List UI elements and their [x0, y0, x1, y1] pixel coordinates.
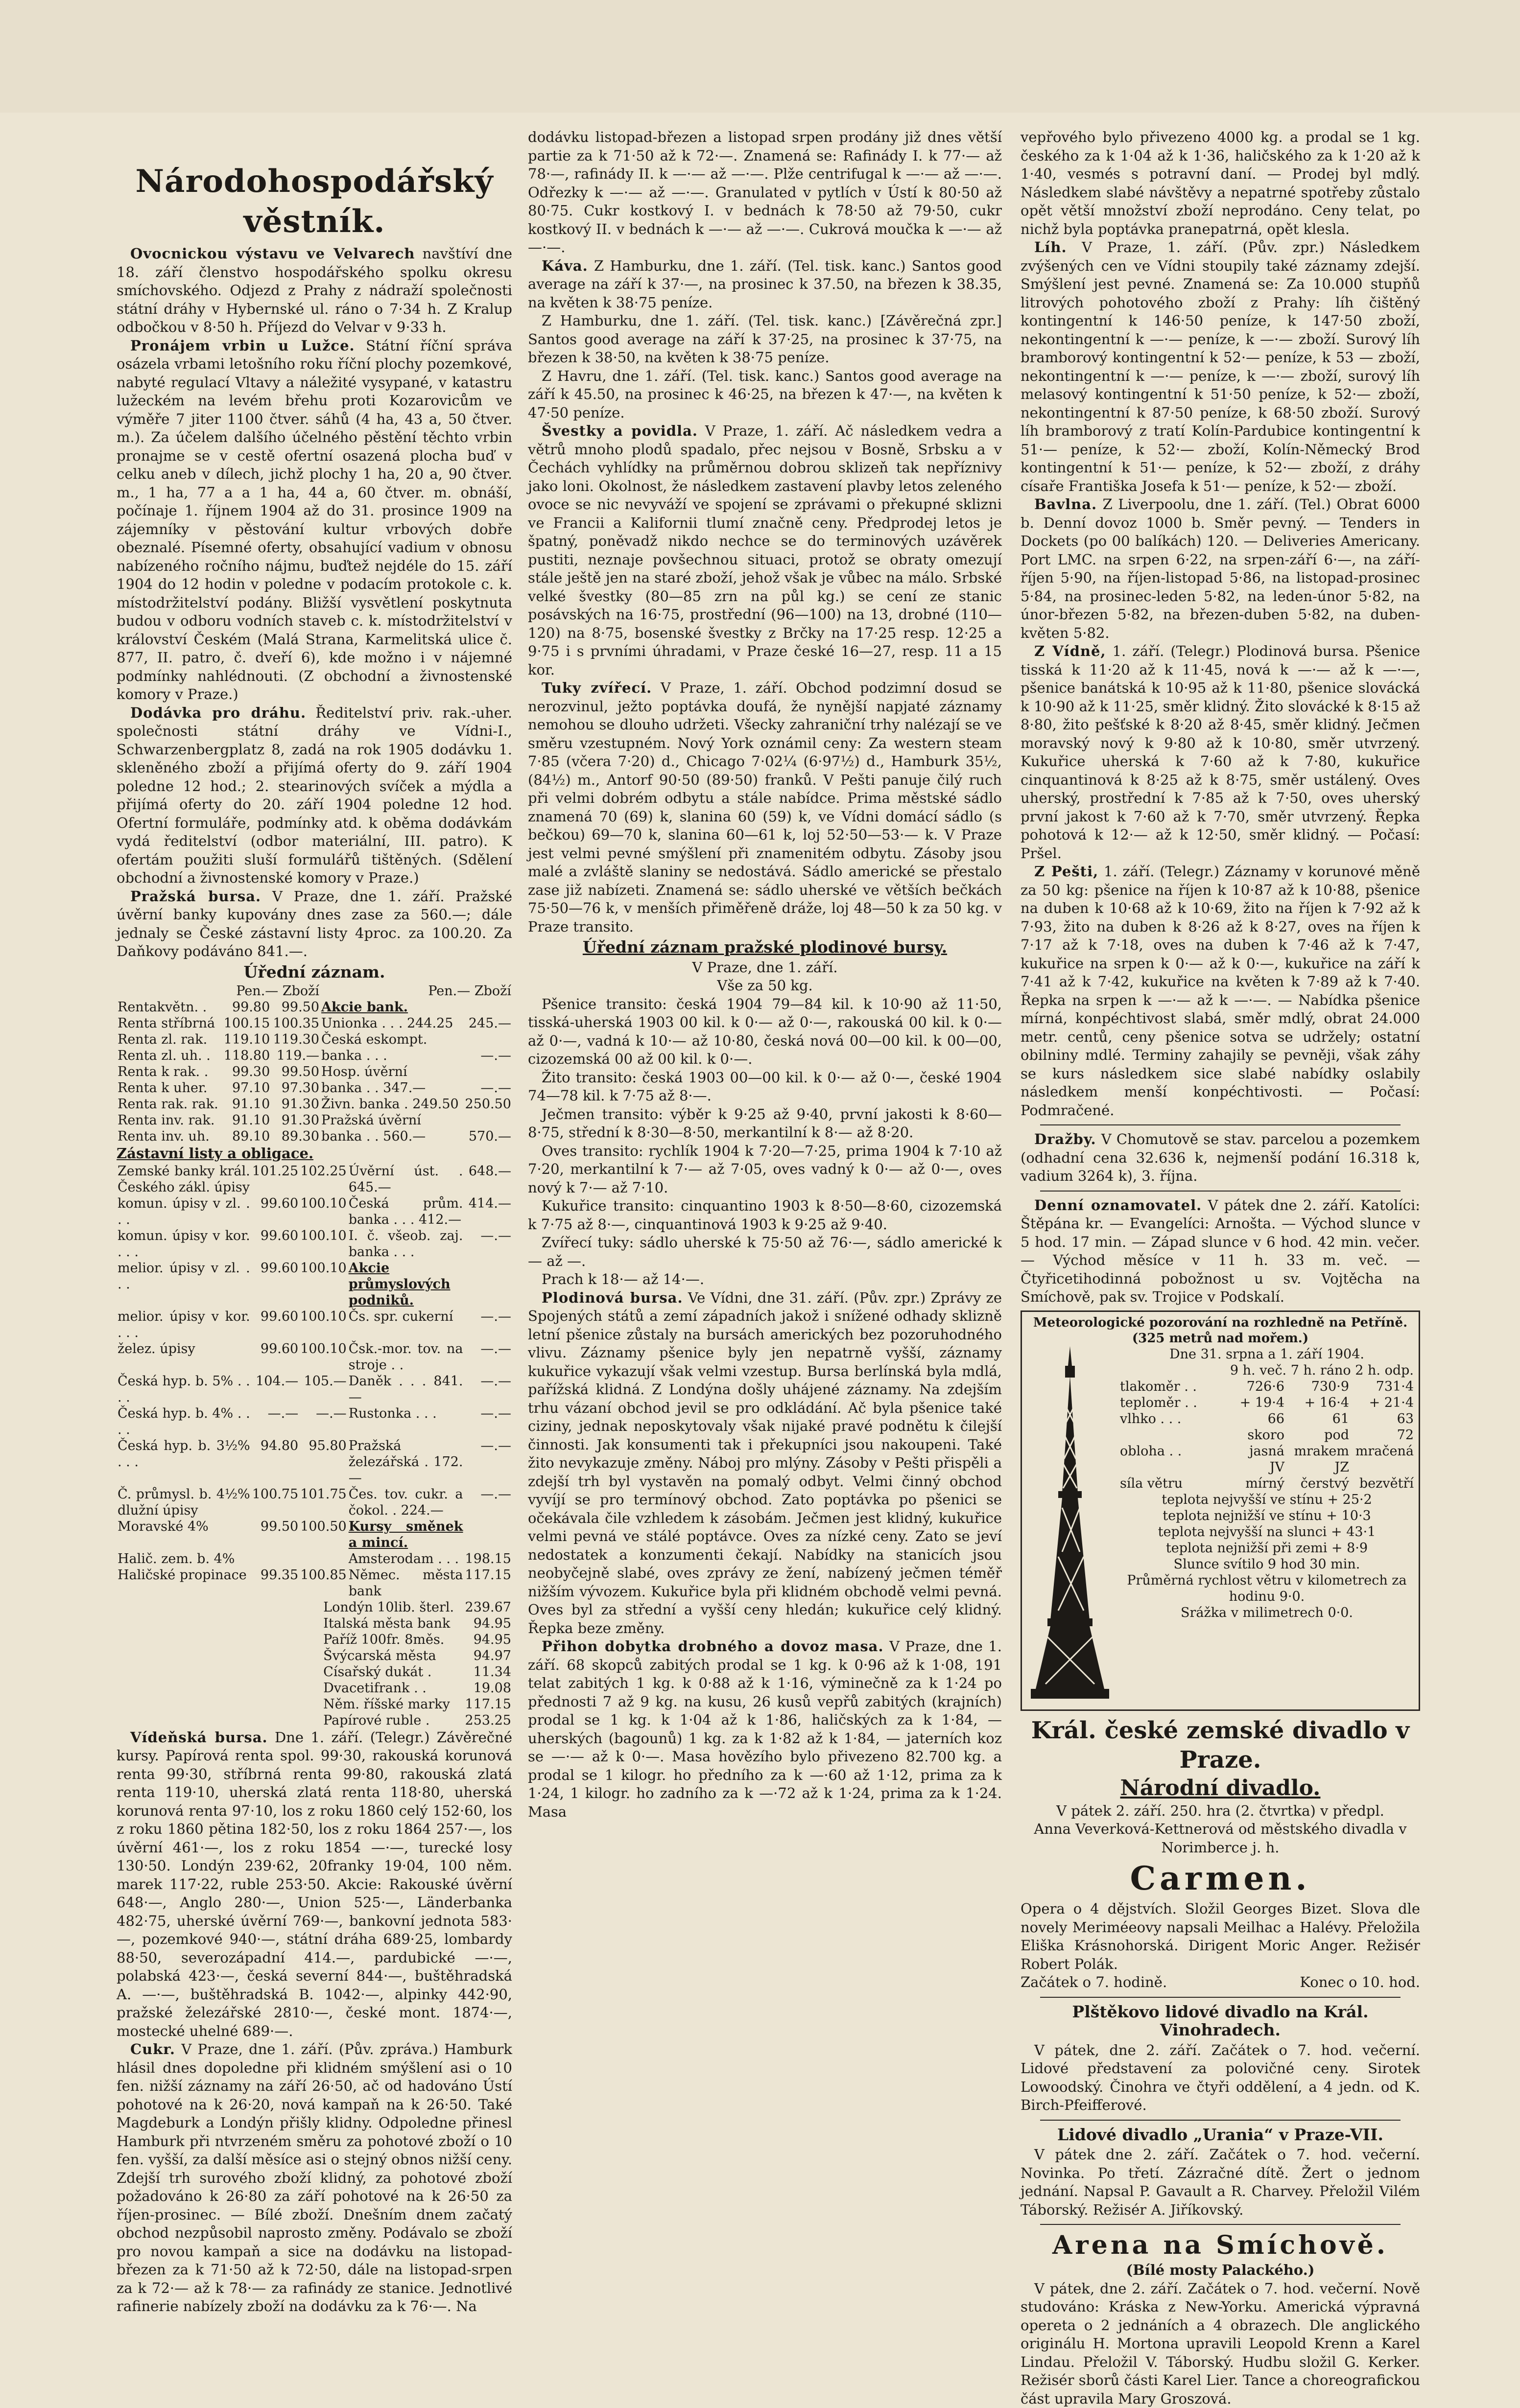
stock-name: Česká eskompt. — [320, 1031, 463, 1048]
stock-name: Čes. tov. cukr. a čokol. . 224.— — [348, 1486, 464, 1519]
stock-value: —.— — [463, 1048, 512, 1064]
currency-value: 19.08 — [462, 1680, 512, 1696]
rate-goods: 89.30 — [271, 1128, 320, 1145]
rate-money: 89.10 — [222, 1128, 271, 1145]
stock-value: 648.— — [464, 1163, 512, 1195]
stock-value — [463, 1064, 512, 1080]
rate-money: 91.10 — [222, 1112, 271, 1128]
table-row — [117, 1195, 512, 1228]
column-2 — [528, 128, 1002, 2165]
article-prihon: Přihon dobytka drobného a dovoz masa. V Praze, dne 1. září. 68 skopců zabitých prodal se 1 kg. k 0·96 až k 1·08, 191 telat zabitých 1 kg. k 0·88 až k 1·16, výminečně za k 1·24 po přednosti 7 až 9 kg. na kusu, 26 kusů vepřů zabitých (krajních) prodal se 1 kg. k 1·04 až k 1·86, haličských za k 1·84, — uherských (bagounů) 1 kg. za k 1·82 až k 1·84, — jaterních koz se —·— až k 0·—. Masa hovězího bylo přivezeno 82.700 kg. a prodal se 1 kilogr. ho předního za k —·60 až 1·12, prima za k 1·24, 1 kilogr. ho zadního za k —·72 až k 1·24, prima za k 1·24. Masa — [528, 1637, 1002, 1821]
rate-name: Renta inv. rak. — [117, 1112, 222, 1128]
table-row — [117, 1096, 512, 1112]
currency-name: Císařský dukát . — [322, 1664, 461, 1680]
article-plodinova-bursa: Plodinová bursa. Ve Vídni, dne 31. září. (Pův. zpr.) Zprávy ze Spojených států a zemí západních jakož i snížené odhady sklizně letní pšenice zůstaly na bursách amerických bez pozoruhodného vlivu. Záznamy pšenice byly jen nepatrně vyšší, záznamy kukuřice vykazují však velmi vzestup. Bursa berlínská byla mdlá, pařížská klidná. Z Londýna došly uhájené záznamy. Na zdejším trhu vázaní obchod jevil se pro odkládání. Ač byla pšenice také ciziny, jednak neposkytovaly však nijaké pravé podnětu k čilejší činnosti. Jak konsumenti tak i překupníci jsou nakoupeni. Také žito nevykazuje změny. Náboj pro mlýny. Zásoby v Pešti přispěli a zdejší trh byl vystavěn na pomalý odbyt. Velmi činný obchod vyvíjí se pro termínový obchod. Zato poptávka po pšenici se očekávala čile vzhledem k zásobám. Ječmen jest klidný, kukuřice velmi pevná ve stálé poptávce. Oves za nízké ceny. Zato se jeví nedostatek a konzumenti čekají. Nabídky na stanicích jsou neobyčejně slabé, oves zprávy ze žení, nabízený ječmen téměř nižším vývozem. Kukuřice byla při klidném obchodě velmi pevná. Oves byl za střední a vyšší ceny hledán; kukuřice celý klidný. Řepka beze změny. — [528, 1289, 1002, 1638]
weather-val-1: + 19·4 — [1220, 1395, 1284, 1411]
bond-name: melior. úpisy v kor. . . . — [117, 1309, 251, 1341]
theatre-title: Král. české zemské divadlo v Praze. — [1021, 1716, 1420, 1775]
vinohrady-text: V pátek, dne 2. září. Začátek o 7. hod. večerní. Lidové představení za polovičné ceny. Sirotek Lowoodský. Činohra ve čtyři oddělení, a 4 jedn. od K. Birch-Pfeifferové. — [1021, 2041, 1420, 2115]
weather-val-2: 61 — [1284, 1411, 1349, 1427]
theatre-times — [1021, 1973, 1420, 1992]
rate-name: Renta k uher. — [117, 1080, 222, 1096]
weather-val-2: pod — [1284, 1427, 1349, 1443]
table-row — [117, 1664, 512, 1680]
stock-value: 198.15 — [464, 1551, 512, 1567]
bond-money: 99.60 — [251, 1260, 299, 1309]
bond-name: Česká hyp. b. 4% . . . . — [117, 1405, 251, 1438]
weather-key — [1120, 1459, 1220, 1475]
bond-money: 99.35 — [251, 1567, 299, 1599]
zaznam-zito: Žito transito: česká 1903 00—00 kil. k 0·— až 0·—, české 1904 74—78 kil. k 7·75 až 8·—. — [528, 1069, 1002, 1105]
weather-val-3 — [1349, 1459, 1414, 1475]
rate-goods: 100.35 — [271, 1015, 320, 1031]
bond-name: Halič. zem. b. 4% — [117, 1551, 251, 1567]
bond-goods: 100.10 — [299, 1309, 347, 1341]
stock-name: I. č. všeob. zaj. banka . . . — [348, 1228, 464, 1260]
bond-goods: 100.10 — [299, 1341, 347, 1373]
stock-value: —.— — [464, 1309, 512, 1341]
bond-money: 94.80 — [251, 1438, 299, 1486]
article-maso-cont: vepřového bylo přivezeno 4000 kg. a prodal se 1 kg. českého za k 1·04 až k 1·36, haličského za k 1·20 až k 1·40, vesmés s potravní daní. — Prodej byl mdlý. Následkem slabé návštěvy a nepatrné spotřeby zůstalo opět větší množství zboží neprodáno. Ceny telat, po nichž byla poptávka pranepatrná, opět klesla. — [1021, 128, 1420, 238]
currency-value: 94.95 — [462, 1615, 512, 1632]
currency-value: 94.97 — [462, 1648, 512, 1664]
bond-goods: 101.75 — [299, 1486, 347, 1519]
rate-goods: 91.30 — [271, 1096, 320, 1112]
article-kava-2: Z Hamburku, dne 1. září. (Tel. tisk. kanc.) [Závěrečná zpr.] Santos good average na září k 37·25, na prosinec k 37·75, na březen k 38·50, na květen k 38·75 peníze. — [528, 312, 1002, 367]
petrin-tower-icon — [1031, 1346, 1109, 1699]
stock-name: Rustonka . . . — [348, 1405, 464, 1438]
zaznam-prach: Prach k 18·— až 14·—. — [528, 1270, 1002, 1289]
rate-name: Renta zl. rak. — [117, 1031, 222, 1048]
weather-val-3: + 21·4 — [1349, 1395, 1414, 1411]
bond-money: —.— — [251, 1405, 299, 1438]
rate-money: 99.30 — [222, 1064, 271, 1080]
weather-key: obloha . . — [1120, 1443, 1220, 1459]
uredni-zaznam-title: Úřední záznam pražské plodinové bursy. — [528, 938, 1002, 957]
weather-title: Meteorologické pozorování na rozhledně na Petříně. — [1027, 1315, 1414, 1331]
table-row — [117, 1680, 512, 1696]
bond-name: Česká hyp. b. 3½% . . . — [117, 1438, 251, 1486]
stock-name: Daněk . . . 841.— — [348, 1373, 464, 1405]
bond-goods: 100.10 — [299, 1228, 347, 1260]
article-kava: Káva. Z Hamburku, dne 1. září. (Tel. tisk. kanc.) Santos good average na září k 37·—, na prosinec k 37.50, na březen k 38.35, na květen k 38·75 peníze. — [528, 257, 1002, 312]
bond-goods: 100.50 — [299, 1519, 347, 1551]
article-bavlna: Bavlna. Z Liverpoolu, dne 1. září. (Tel.) Obrat 6000 b. Denní dovoz 1000 b. Směr pevný. — Tenders in Dockets (po 00 balíkách) 120. — Deliveries Americany. Port LMC. na srpen 6·22, na srpen-září 6·—, na září-říjen 5·90, na říjen-listopad 5·86, na listopad-prosinec 5·84, na prosinec-leden 5·82, na leden-únor 5·82, na únor-březen 5·82, na březen-duben 5·82, na duben-květen 5·82. — [1021, 495, 1420, 642]
stock-value: —.— — [464, 1228, 512, 1260]
weather-val-3: bezvětří — [1349, 1475, 1414, 1492]
article-vrbiny: Pronájem vrbin u Lužce. Státní říční správa osázela vrbami letošního roku říční plochy pozemkové, nabyté regulací Vltavy a náležité vysypané, v katastru lužeckém na levém břehu proti Kozarovicům ve výměře 7 jiter 1100 čtver. sáhů (4 ha, 43 a, 50 čtver. m.). Za účelem dalšího účelného pěstění těchto vrbin pronajme se v cestě ofertní osazená plocha buď v celku aneb v dílech, jichž plochy 1 ha, 20 a, 90 čtver. m., 1 ha, 77 a a 1 ha, 44 a, 60 čtver. m. obnáší, počínaje 1. říjnem 1904 až do 31. prosince 1909 na zájemníky v pěstování kultur vrbových dobře obeznalé. Písemné oferty, obsahující vadium v obnosu nabízeného ročního nájmu, buďtež nejdéle do 15. září 1904 do 12 hodin v poledne v podacím protokole c. k. místodržitelství podány. Bližší vysvětlení poskytnuta budou v odboru vodních staveb c. k. místodržitelství v království Českém (Malá Strana, Karmelitská ulice č. 877, II. patro, č. dveří 6), kde možno i v nájemné podmínky nahlédnouti. (Z obchodní a živnostenské komory v Praze.) — [117, 337, 512, 704]
bond-name: Zemské banky král. Českého zákl. úpisy — [117, 1163, 251, 1195]
rate-goods: 97.30 — [271, 1080, 320, 1096]
weather-note: teplota nejvyšší na slunci + 43·1 — [1120, 1524, 1414, 1540]
rate-money: 97.10 — [222, 1080, 271, 1096]
weather-row — [1120, 1459, 1414, 1475]
table-row — [117, 1260, 512, 1309]
rate-name: Renta rak. rak. — [117, 1096, 222, 1112]
weather-val-1: 726·6 — [1220, 1379, 1284, 1395]
stock-name: Němec. města bank — [348, 1567, 464, 1599]
currency-name: Londýn 10lib. šterl. — [322, 1599, 461, 1615]
stock-name: Pražská úvěrní — [320, 1112, 463, 1128]
bond-money: 99.60 — [251, 1195, 299, 1228]
urania-text: V pátek dne 2. září. Začátek o 7. hod. večerní. Novinka. Po třetí. Zázračné dítě. Žert o jednom jednání. Napsal P. Gavault a R. Charvey. Přeložil Vilém Táborský. Režisér A. Jiříkovský. — [1021, 2146, 1420, 2219]
stock-value — [464, 1260, 512, 1309]
stock-value: —.— — [464, 1438, 512, 1486]
stock-value: 250.50 — [463, 1096, 512, 1112]
rate-money: 119.10 — [222, 1031, 271, 1048]
stock-value: —.— — [464, 1341, 512, 1373]
stock-name: Česká prům. banka . . . 412.— — [348, 1195, 464, 1228]
bond-name: Moravské 4% — [117, 1519, 251, 1551]
rate-money: 118.80 — [222, 1048, 271, 1064]
uredni-zaznam-date: V Praze, dne 1. září. — [528, 959, 1002, 977]
weather-key: vlhko . . . — [1120, 1411, 1220, 1427]
weather-note: Průměrná rychlost větru v kilometrech za hodinu 9·0. — [1120, 1572, 1414, 1605]
table-title: Úřední záznam. — [117, 963, 512, 982]
table-row — [117, 1228, 512, 1260]
divider — [1040, 2120, 1401, 2121]
weather-val-3: mračená — [1349, 1443, 1414, 1459]
bond-money: 101.25 — [251, 1163, 299, 1195]
weather-note: Srážka v milimetrech 0·0. — [1120, 1605, 1414, 1621]
bond-money: 104.— — [251, 1373, 299, 1405]
weather-val-2: + 16·4 — [1284, 1395, 1349, 1411]
divider — [1040, 2224, 1401, 2225]
urania-title: Lidové divadlo „Urania“ v Praze-VII. — [1021, 2126, 1420, 2144]
rate-goods: 99.50 — [271, 999, 320, 1015]
bond-money: 100.75 — [251, 1486, 299, 1519]
table-row — [117, 1632, 512, 1648]
rate-goods: 99.50 — [271, 1064, 320, 1080]
table-row — [117, 1373, 512, 1405]
zaznam-psenice: Pšenice transito: česká 1904 79—84 kil. k 10·90 až 11·50, tisská-uherská 1903 00 kil. k 0·— až 0·—, rakouská 00 kil. k 0·— až 0·—, vadná k 10·— až 10·80, česká nová 00—00 kil. k 00—00, cizozemská 00 až 00 kil. k 0·—. — [528, 995, 1002, 1069]
stock-value: —.— — [464, 1405, 512, 1438]
stock-value — [464, 1519, 512, 1551]
currency-value: 117.15 — [462, 1696, 512, 1712]
end-time: Konec o 10. hod. — [1300, 1973, 1420, 1992]
weather-val-2: čerstvý — [1284, 1475, 1349, 1492]
stock-name: banka . . 347.— — [320, 1080, 463, 1096]
bond-goods: 100.10 — [299, 1260, 347, 1309]
bond-money: 99.60 — [251, 1341, 299, 1373]
zaznam-kukurice: Kukuřice transito: cinquantino 1903 k 8·50—8·60, cizozemská k 7·75 až 8·—, cinquantinová 1903 k 9·25 až 9·40. — [528, 1197, 1002, 1234]
zaznam-tuky: Zvířecí tuky: sádlo uherské k 75·50 až 76·—, sádlo americké k — až —. — [528, 1234, 1002, 1270]
weather-note: teplota nejnižší ve stínu + 10·3 — [1120, 1508, 1414, 1524]
bond-money — [251, 1551, 299, 1567]
section-title: Národohospodářský věstník. — [117, 162, 512, 242]
weather-val-1: 66 — [1220, 1411, 1284, 1427]
table-row — [117, 1615, 512, 1632]
theatre-guest: Anna Veverková-Kettnerová od městského divadla v Norimberce j. h. — [1021, 1820, 1420, 1857]
weather-date: Dne 31. srpna a 1. září 1904. — [1120, 1346, 1414, 1362]
stock-name: banka . . . — [320, 1048, 463, 1064]
table-row — [117, 1551, 512, 1567]
weather-key — [1120, 1427, 1220, 1443]
currency-name: Švýcarská města — [322, 1648, 461, 1664]
weather-row — [1120, 1427, 1414, 1443]
vinohrady-title: Plštěkovo lidové divadlo na Král. Vinohradech. — [1021, 2003, 1420, 2039]
weather-row — [1120, 1379, 1414, 1395]
bond-goods: —.— — [299, 1405, 347, 1438]
article-lih: Líh. V Praze, 1. září. (Pův. zpr.) Následkem zvýšených cen ve Vídni stoupily také záznamy zdejší. Smýšlení jest pevné. Znamená se: Za 10.000 stupňů litrových pohotového zboží z Prahy: líh čištěný kontingentní k 146·50 peníze, k 147·50 zboží, nekontingentní k —·— peníze, k —·— zboží. Surový líh bramborový kontingentní k 52·— peníze, k 53 — zboží, nekontingentní k —·— peníze, k —·— zboží, surový líh melasový kontingentní k 51·50 peníze, k 52·— zboží, nekontingentní k 87·50 peníze, k 68·50 zboží. Surový líh bramborový z tratí Kolín-Pardubice kontingentní k 51·— peníze, k 52·— zboží, Kolín-Německý Brod kontingentní k 51·— peníze, k 52·— zboží, z dráhy císaře Františka Josefa k 51·— peníze, k 52·— zboží. — [1021, 238, 1420, 495]
stock-value — [463, 1112, 512, 1128]
rate-name: Renta inv. uh. — [117, 1128, 222, 1145]
currency-name: Italská města bank — [322, 1615, 461, 1632]
stock-name: Kursy směnek a mincí. — [348, 1519, 464, 1551]
page-top-stain — [0, 0, 1520, 113]
stock-name: Úvěrní úst. . 645.— — [348, 1163, 464, 1195]
table-row — [117, 999, 512, 1015]
stock-name: Unionka . . . 244.25 — [320, 1015, 463, 1031]
rubric: Ovocnickou výstavu ve Velvarech — [130, 245, 415, 262]
article-z-pesti: Z Pešti, 1. září. (Telegr.) Záznamy v korunové měně za 50 kg: pšenice na říjen k 10·87 až k 10·88, pšenice na duben k 10·68 až k 10·69, žito na říjen k 7·92 až k 7·93, žito na duben k 8·26 až k 8·27, oves na říjen k 7·17 až k 7·18, oves na duben k 7·46 až k 7·47, kukuřice na srpen k 0·— až k 0·—, kukuřice na září k 7·41 až k 7·42, kukuřice na květen k 7·89 až k 7·40. Řepka na srpen k —·— až k —·—. — Nabídka pšenice mírná, konpéchtivost slabá, směr mdlý, obrat 24.000 metr. centů, ceny pšenice sotva se udržely; ostatní obilniny mdlé. Terminy zahajily se pevněji, však záhy se kurs následkem sice slabé nabídky oslabily následkem menší konpéchtivosti. — Počasí: Podmračené. — [1021, 863, 1420, 1120]
article-z-vidne: Z Vídně, 1. září. (Telegr.) Plodinová bursa. Pšenice tisská k 11·20 až k 11·45, nová k —·— až k —·—, pšenice banátská k 10·95 až k 11·80, pšenice slovácká k 10·90 až k 11·25, směr klidný. Žito slovácké k 8·15 až 8·80, žito pešťské k 8·20 až 8·45, směr klidný. Ječmen moravský nový k 9·80 až k 10·80, směr utvrzený. Kukuřice uherská k 7·60 až k 7·80, kukuřice cinquantinová k 8·25 až k 8·75, směr ustálený. Oves uherský, prostřední k 7·85 až k 7·50, oves uherský první jakost k 7·60 až k 7·70, směr utvrzený. Řepka pohotová k 12·— až k 12·50, směr klidný. — Počasí: Pršel. — [1021, 642, 1420, 863]
bond-name: Č. průmysl. b. 4½% dlužní úpisy — [117, 1486, 251, 1519]
rate-goods: 119.30 — [271, 1031, 320, 1048]
currency-value: 11.34 — [462, 1664, 512, 1680]
table-row — [117, 1438, 512, 1486]
currency-value: 94.95 — [462, 1632, 512, 1648]
bond-goods: 102.25 — [299, 1163, 347, 1195]
divider — [1040, 1997, 1401, 1998]
weather-data — [1120, 1346, 1414, 1621]
stock-name: Amsterodam . . . — [348, 1551, 464, 1567]
table-row — [117, 1341, 512, 1373]
theatre-date: V pátek 2. září. 250. hra (2. čtvrtka) v předpl. — [1021, 1802, 1420, 1821]
stock-value: 414.— — [464, 1195, 512, 1228]
weather-subtitle: (325 metrů nad mořem.) — [1027, 1331, 1414, 1346]
table-row — [117, 1309, 512, 1341]
weather-val-2: 730·9 — [1284, 1379, 1349, 1395]
bond-money: 99.60 — [251, 1309, 299, 1341]
table-row — [117, 1064, 512, 1080]
bond-goods: 95.80 — [299, 1438, 347, 1486]
stock-name: Akcie průmyslových podniků. — [348, 1260, 464, 1309]
table-row — [117, 1599, 512, 1615]
bond-name: komun. úpisy v kor. . . . — [117, 1228, 251, 1260]
rate-name: Rentakvětn. . — [117, 999, 222, 1015]
article-kava-3: Z Havru, dne 1. září. (Tel. tisk. kanc.) Santos good average na září k 45.50, na prosinec k 46·25, na březen k 47·—, na květen k 47·50 peníze. — [528, 367, 1002, 422]
theatre-subtitle: Národní divadlo. — [1021, 1775, 1420, 1802]
article-svestky: Švestky a povidla. V Praze, 1. září. Ač následkem vedra a větrů mnoho plodů spadalo, přec nejsou v Bosně, Srbsku a v Čechách vyhlídky na průměrnou dobrou sklizeň tak nepříznivy jako loni. Okolnost, že následkem zastavení plavby letos zeleného ovoce se nic nevyváží ve spojení se zprávami o překupné sklizni ve Francii a Kalifornii tlumí značně ceny. Předprodej letos je špatný, poněvadž nikdo nechce se do terminových uzávěrek pustiti, neznaje povšechnou situaci, protož se obraty omezují stále ještě jen na staré zboží, jehož však je vůbec na málo. Srbské velké švestky (80—85 zrn na půl kg.) se cení ze stanic posávských na 16·75, prostřední (96—100) na 13, drobné (110—120) na 8·75, bosenské švestky z Brčky na 17·25 resp. 12·25 a 9·75 i s prvními úhradami, v Praze české 16—27, resp. 11 a 15 kor. — [528, 422, 1002, 679]
bond-goods — [299, 1551, 347, 1567]
article-drahy: Dodávka pro dráhu. Ředitelství priv. rak.-uher. společnosti státní dráhy ve Vídni-I., Schwarzenbergplatz 8, zadá na rok 1905 dodávku 1. skleněného zboží a přijímá oferty do 9. září 1904 poledne 12 hod.; 2. stearinových svíček a mýdla a přijímá oferty do 20. září 1904 poledne 12 hod. Ofertní formuláře, podmínky atd. k oběma dodávkám vydá ředitelství (odbor materiální, III. patro). K ofertám použiti sluší formulářů tištěných. (Sdělení obchodní a živnostenské komory v Praze.) — [117, 704, 512, 888]
table-row — [117, 1648, 512, 1664]
weather-note: teplota nejnižší při zemi + 8·9 — [1120, 1540, 1414, 1556]
stock-value — [463, 999, 512, 1015]
weather-val-1: skoro — [1220, 1427, 1284, 1443]
table-row — [117, 1128, 512, 1145]
arena-subtitle: (Bílé mosty Palackého.) — [1021, 2261, 1420, 2280]
rate-name: Renta zl. uh. . — [117, 1048, 222, 1064]
table-header: Pen.— Zboží Pen.— Zboží — [117, 983, 512, 999]
stock-value: —.— — [463, 1080, 512, 1096]
table-row — [117, 1567, 512, 1599]
currency-value: 239.67 — [462, 1599, 512, 1615]
currency-name: Paříž 100fr. 8měs. — [322, 1632, 461, 1648]
weather-header: 9 h. več. 7 h. ráno 2 h. odp. — [1120, 1362, 1414, 1379]
divider — [1040, 1191, 1401, 1192]
stock-name: Čsk.-mor. tov. na stroje . . — [348, 1341, 464, 1373]
article-videnska-bursa: Vídeňská bursa. Dne 1. září. (Telegr.) Závěrečné kursy. Papírová renta spol. 99·30, rakouská korunová renta 99·30, stříbrná renta 99·80, rakouská zlatá renta 119·10, uherská zlatá renta 118·80, uherská korunová renta 97·10, los z roku 1860 celý 152·60, los z roku 1860 pětina 182·50, los z roku 1864 257·—, los úvěrní 461·—, los z roku 1854 —·—, turecké losy 130·50. Londýn 239·62, 20franky 19·04, 100 něm. marek 117·22, ruble 253·50. Akcie: Rakouské úvěrní 648·—, Anglo 280·—, Union 525·—, Länderbanka 482·75, uherské úvěrní 769·—, bankovní jednota 583·—, pozemkové 940·—, státní dráha 689·25, lombardy 88·50, severozápadní 414.—, pardubické —·—, polabská 423·—, česká severní 844·—, buštěhradská A. —·—, buštěhradská B. 1042·—, alpinky 442·90, pražské železářské 2810·—, české mont. 1874·—, mostecké uhelné 689·—. — [117, 1729, 512, 2041]
table-row — [117, 1696, 512, 1712]
weather-key: teploměr . . — [1120, 1395, 1220, 1411]
arena-title: Arena na Smíchově. — [1021, 2230, 1420, 2261]
stock-value: 570.— — [463, 1128, 512, 1145]
table-row — [117, 1163, 512, 1195]
rate-name: Renta k rak. . — [117, 1064, 222, 1080]
weather-box — [1021, 1310, 1420, 1711]
bond-name: želez. úpisy — [117, 1341, 251, 1373]
article-cukr: Cukr. V Praze, dne 1. září. (Pův. zpráva.) Hamburk hlásil dnes dopoledne při klidném smýšlení asi o 10 fen. nižší záznamy na září 26·50, ač od hadováno Ústí pohotové na k 26·20, nová kampaň na k 26·50. Také Magdeburk a Londýn přišly klidny. Odpoledne přinesl Hamburk při ntvrzeném směru za pohotové zboží o 10 fen. vyšší, za další měsíce asi o stejný obnos nižší ceny. Zdejší trh surového zboží klidný, za pohotové zboží požadováno k 26·80 za září pohotové na k 26·50 za říjen-prosinec. — Bílé zboží. Dnešním dnem začatý obchod nezpůsobil naprosto změny. Podávalo se zboží pro novou kampaň a sice na dodávku na listopad-březen za k 71·50 až k 72·50, dále na listopad-srpen za k 72·— až k 78·— za rafinády ze stanice. Jednotlivé rafinerie nabízely zboží na dodávku za k 76·—. Na — [117, 2040, 512, 2316]
bond-goods: 105.— — [299, 1373, 347, 1405]
bond-money: 99.60 — [251, 1228, 299, 1260]
table-row — [117, 1112, 512, 1128]
weather-val-2: mrakem — [1284, 1443, 1349, 1459]
zaznam-oves: Oves transito: rychlík 1904 k 7·20—7·25, prima 1904 k 7·10 až 7·20, merkantilní k 7·— až 7·05, oves vadný k 0·— až 0·—, oves nový k 7·— až 7·10. — [528, 1142, 1002, 1197]
stock-name: Hosp. úvěrní — [320, 1064, 463, 1080]
article-velvary: Ovocnickou výstavu ve Velvarech navštíví dne 18. září členstvo hospodářského spolku okresu smíchovského. Odjezd z Prahy z nádraží společnosti státní dráhy v Hybernské ul. ráno o 7·34 h. Z Kralup odbočkou v 8·50 h. Příjezd do Velvar v 9·33 h. — [117, 245, 512, 337]
weather-row — [1120, 1395, 1414, 1411]
rate-name: Renta stříbrná — [117, 1015, 222, 1031]
stock-value — [463, 1031, 512, 1048]
rate-money: 91.10 — [222, 1096, 271, 1112]
bond-goods: 100.10 — [299, 1195, 347, 1228]
start-time: Začátek o 7. hodině. — [1021, 1973, 1167, 1992]
divider — [1040, 1124, 1401, 1125]
table-row — [117, 1048, 512, 1064]
weather-key: síla větru — [1120, 1475, 1220, 1492]
stock-value: 117.15 — [464, 1567, 512, 1599]
table-row — [117, 1486, 512, 1519]
weather-note: teplota nejvyšší ve stínu + 25·2 — [1120, 1492, 1414, 1508]
stock-name: banka . . 560.— — [320, 1128, 463, 1145]
weather-row — [1120, 1475, 1414, 1492]
article-cukr-cont: dodávku listopad-březen a listopad srpen prodány již dnes větší partie za k 71·50 až k 72·—. Znamená se: Rafinády I. k 77·— až 78·—, rafinády II. k —·— až —·—. Plže centrifugal k —·— až —·—. Odřezky k —·— až —·—. Granulated v pytlích v Ústí k 80·50 až 80·75. Cukr kostkový I. v bednách k 78·50 až 79·50, cukr kostkový II. v bednách k —·— až —·—. Cukrová moučka k —·— až —·—. — [528, 128, 1002, 257]
table-row — [117, 1031, 512, 1048]
bond-money: 99.50 — [251, 1519, 299, 1551]
weather-row — [1120, 1443, 1414, 1459]
currency-name: Dvacetifrank . . — [322, 1680, 461, 1696]
uredni-zaznam-unit: Vše za 50 kg. — [528, 977, 1002, 995]
rates-table — [117, 983, 512, 1145]
rates-table-3 — [117, 1599, 512, 1729]
arena-text: V pátek, dne 2. září. Začátek o 7. hod. večerní. Nově studováno: Kráska z New-Yorku. Americká výpravná opereta o 2 jednáních a 4 obrazech. Dle anglického originálu H. Mortona upravili Leopold Krenn a Karel Lindau. Přeložil V. Táborský. Hudbu složil G. Kerker. Režisér sborů části Karel Lier. Tance a choreografickou část upravila Mary Groszová. — [1021, 2280, 1420, 2408]
weather-row — [1120, 1411, 1414, 1427]
stock-value: —.— — [464, 1486, 512, 1519]
stock-name: Živn. banka . 249.50 — [320, 1096, 463, 1112]
weather-val-1: JV — [1220, 1459, 1284, 1475]
weather-val-3: 731·4 — [1349, 1379, 1414, 1395]
rate-money: 99.80 — [222, 999, 271, 1015]
article-tuky: Tuky zvířecí. V Praze, 1. září. Obchod podzimní dosud se nerozvinul, ježto poptávka doufá, že nynější napjaté záznamy nemohou se dlouho udržeti. Všecky zahraniční trhy nalézají se ve směru vzestupném. Nový York oznámil ceny: Za western steam 7·85 (včera 7·20) d., Chicago 7·02¼ (6·97½) d., Hamburk 35½, (84½) m., Antorf 90·50 (89·50) franků. V Pešti panuje čilý ruch při velmi dobrém odbytu a stále nabídce. Prima městské sádlo znamená 70 (69) k, slanina 60 (59) k, ve Vídni domácí sádlo (s bečkou) 69—70 k, slanina 60—61 k, loj 52·50—53·— k. V Praze jest velmi pevné smýšlení při znamenitém odbytu. Zásoby jsou malé a zvláště slaniny se nedostává. Sádlo americké se přestalo zase již nabízeti. Znamená se: sádlo uherské ve větších bečkách 75·50—76 k, v menších přiměřeně dráže, loj 48—50 k za 50 kg. v Praze transito. — [528, 679, 1002, 936]
article-prazska-bursa: Pražská bursa. V Praze, dne 1. září. Pražské úvěrní banky kupovány dnes zase za 560.—; dále jednaly se České zástavní listy 4proc. za 100.20. Za Daňkovy podáváno 841.—. — [117, 888, 512, 961]
stock-name: Akcie bank. — [320, 999, 463, 1015]
stock-value: —.— — [464, 1373, 512, 1405]
column-3 — [1021, 128, 1420, 2165]
bond-name: Česká hyp. b. 5% . . . . — [117, 1373, 251, 1405]
stock-name: Pražská železářská . 172.— — [348, 1438, 464, 1486]
article-drazby: Dražby. V Chomutově se stav. parcelou a pozemkem (odhadní cena 32.636 k, nejmenší podání 16.318 k, vadium 3264 k), 3. října. — [1021, 1130, 1420, 1186]
rates-table-2 — [117, 1163, 512, 1599]
stock-name: Čs. spr. cukerní — [348, 1309, 464, 1341]
article-denni: Denní oznamovatel. V pátek dne 2. září. Katolíci: Štěpána kr. — Evangelíci: Arnošta. — Východ slunce v 5 hod. 17 min. — Západ slunce v 6 hod. 42 min. večer. — Východ měsíce v 11 h. 33 m. več. — Čtyřicetihodinná pobožnost u sv. Vojtěcha na Smíchově, pak sv. Trojice v Podskalí. — [1021, 1196, 1420, 1307]
currency-name: Něm. říšské marky — [322, 1696, 461, 1712]
table-row — [117, 1519, 512, 1551]
table-row — [117, 1080, 512, 1096]
table-row — [117, 1712, 512, 1729]
stock-value: 245.— — [463, 1015, 512, 1031]
table-row — [117, 1015, 512, 1031]
weather-val-2: JZ — [1284, 1459, 1349, 1475]
bond-goods: 100.85 — [299, 1567, 347, 1599]
weather-val-3: 72 — [1349, 1427, 1414, 1443]
weather-val-1: mírný — [1220, 1475, 1284, 1492]
rate-goods: 91.30 — [271, 1112, 320, 1128]
weather-val-1: jasná — [1220, 1443, 1284, 1459]
zaznam-jecmen: Ječmen transito: výběr k 9·25 až 9·40, první jakosti k 8·60—8·75, střední k 8·30—8·50, merkantilní k 8·— až 8·20. — [528, 1105, 1002, 1142]
column-1 — [117, 162, 512, 2316]
weather-key: tlakoměr . . — [1120, 1379, 1220, 1395]
currency-name: Papírové ruble . — [322, 1712, 461, 1729]
zastavni-title: Zástavní listy a obligace. — [117, 1145, 512, 1163]
weather-note: Slunce svítilo 9 hod 30 min. — [1120, 1556, 1414, 1572]
weather-val-3: 63 — [1349, 1411, 1414, 1427]
bond-name: melior. úpisy v zl. . . . — [117, 1260, 251, 1309]
bond-name: Haličské propinace — [117, 1567, 251, 1599]
rate-money: 100.15 — [222, 1015, 271, 1031]
currency-value: 253.25 — [462, 1712, 512, 1729]
table-row — [117, 1405, 512, 1438]
rate-goods: 119.— — [271, 1048, 320, 1064]
theatre-description: Opera o 4 dějstvích. Složil Georges Bizet. Slova dle novely Meriméeovy napsali Meilhac a Halévy. Přeložila Eliška Krásnohorská. Dirigent Moric Anger. Režisér Robert Polák. — [1021, 1900, 1420, 1973]
bond-name: komun. úpisy v zl. . . . — [117, 1195, 251, 1228]
play-title: Carmen. — [1021, 1859, 1420, 1898]
